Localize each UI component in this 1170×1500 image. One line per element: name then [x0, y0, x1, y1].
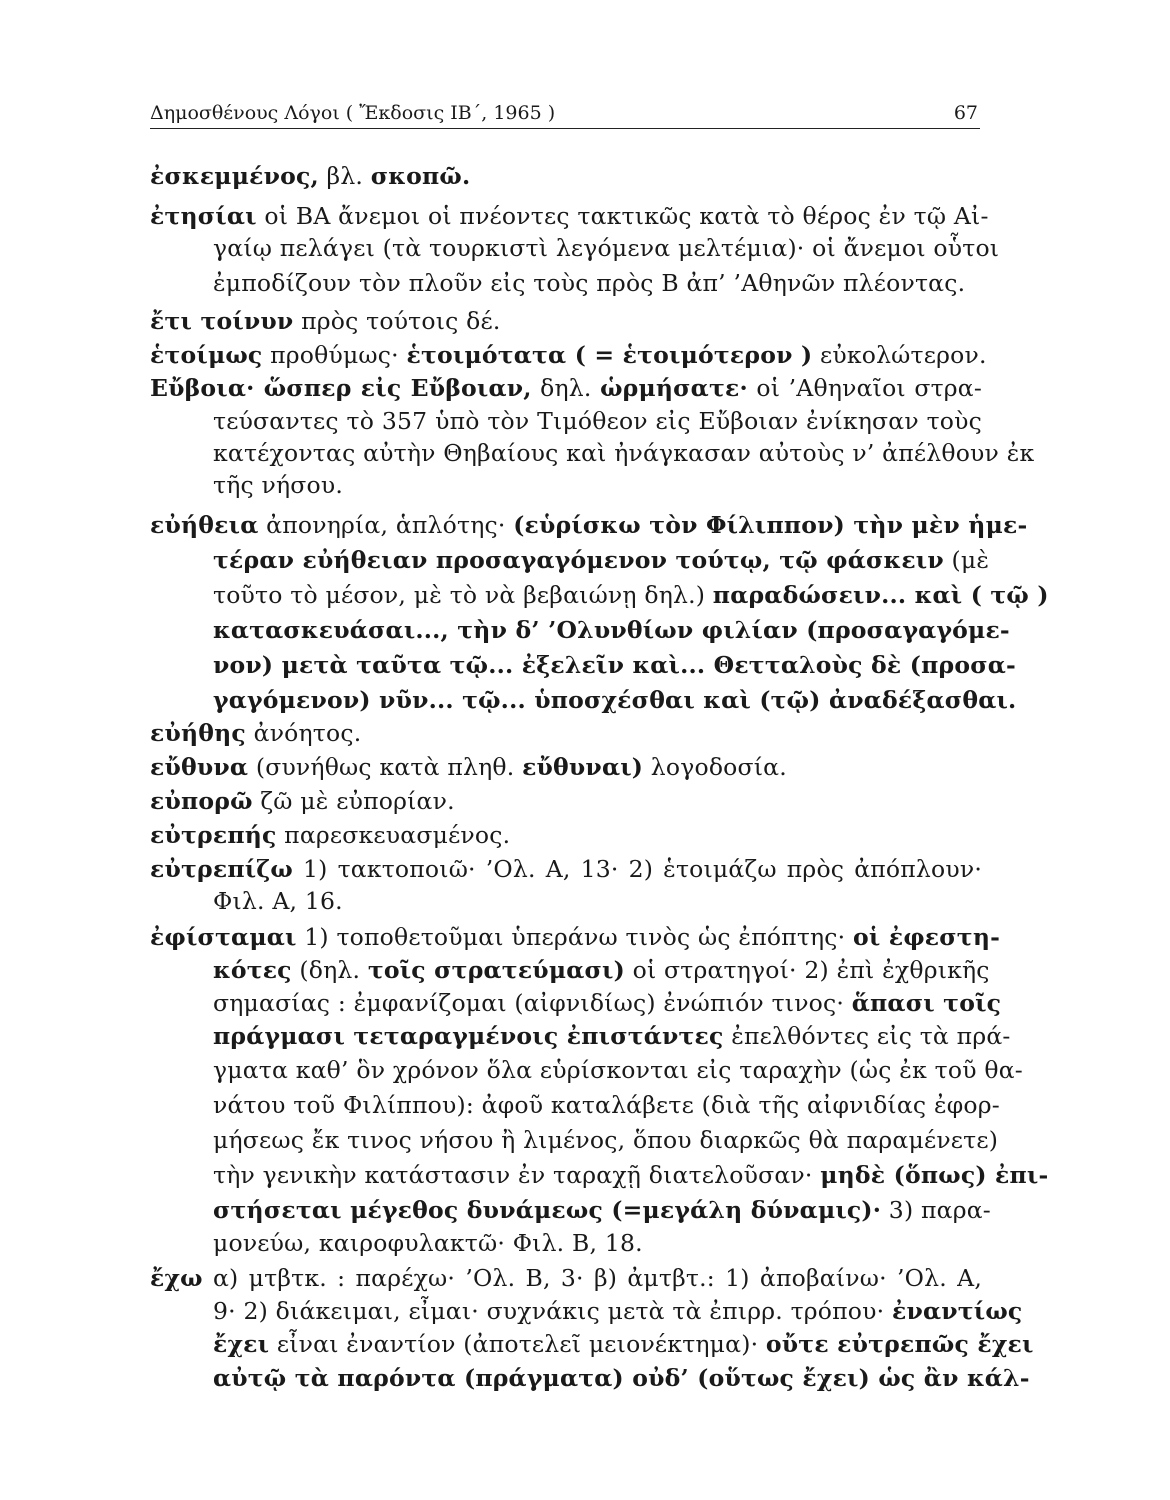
- entry-line: κατέχοντας αὐτὴν Θηβαίους καὶ ἠνάγκασαν αὐτοὺς ν’ ἀπέλθουν ἐκ: [213, 439, 1035, 467]
- entry-line: πράγμασι τεταραγμένοις ἐπιστάντες ἐπελθόντες εἰς τὰ πρά-: [213, 1022, 1011, 1050]
- entry-line: εὐπορῶ ζῶ μὲ εὐπορίαν.: [150, 787, 455, 815]
- entry-line: εὐήθεια ἀπονηρία, ἁπλότης· (εὑρίσκω τὸν Φίλιππον) τὴν μὲν ἡμε-: [150, 511, 1028, 539]
- entry-line: ἐτησίαι οἱ ΒΑ ἄνεμοι οἱ πνέοντες τακτικῶς κατὰ τὸ θέρος ἐν τῷ Αἰ-: [150, 202, 989, 230]
- entry-line: κατασκευάσαι..., τὴν δ’ ’Ολυνθίων φιλίαν (προσαγαγόμε-: [213, 616, 1010, 644]
- entry-line: μονεύω, καιροφυλακτῶ· Φιλ. Β, 18.: [213, 1229, 643, 1257]
- entry-line: εὐτρεπής παρεσκευασμένος.: [150, 821, 511, 849]
- entry-line: τῆς νήσου.: [213, 471, 344, 499]
- entry-line: νον) μετὰ ταῦτα τῷ... ἐξελεῖν καὶ... Θετταλοὺς δὲ (προσα-: [213, 651, 1016, 679]
- entry-line: εὐήθης ἀνόητος.: [150, 719, 362, 747]
- entry-line: εὐτρεπίζω 1) τακτοποιῶ· ’Ολ. Α, 13· 2) ἑτοιμάζω πρὸς ἀπόπλουν·: [150, 855, 982, 883]
- entry-line: ἐσκεμμένος, βλ. σκοπῶ.: [150, 162, 471, 190]
- entry-line: τὴν γενικὴν κατάστασιν ἐν ταραχῇ διατελοῦσαν· μηδὲ (ὅπως) ἐπι-: [213, 1161, 1049, 1189]
- entry-line: γαίῳ πελάγει (τὰ τουρκιστὶ λεγόμενα μελτέμια)· οἱ ἄνεμοι οὗτοι: [213, 234, 1000, 262]
- entry-line: αὐτῷ τὰ παρόντα (πράγματα) οὐδ’ (οὕτως ἔχει) ὡς ἂν κάλ-: [213, 1364, 1030, 1392]
- entry-line: τέραν εὐήθειαν προσαγαγόμενον τούτῳ, τῷ φάσκειν (μὲ: [213, 546, 990, 574]
- entry-line: μήσεως ἔκ τινος νήσου ἢ λιμένος, ὅπου διαρκῶς θὰ παραμένετε): [213, 1126, 999, 1154]
- entry-line: ἔτι τοίνυν πρὸς τούτοις δέ.: [150, 307, 501, 335]
- entry-line: ἔχω α) μτβτκ. : παρέχω· ’Ολ. Β, 3· β) ἀμτβτ.: 1) ἀποβαίνω· ’Ολ. Α,: [150, 1264, 982, 1292]
- entry-line: ἐφίσταμαι 1) τοποθετοῦμαι ὑπεράνω τινὸς ὡς ἐπόπτης· οἱ ἐφεστη-: [150, 923, 1001, 951]
- entry-line: γαγόμενον) νῦν... τῷ... ὑποσχέσθαι καὶ (τῷ) ἀναδέξασθαι.: [213, 686, 1017, 714]
- entry-line: 9· 2) διάκειμαι, εἶμαι· συχνάκις μετὰ τὰ ἐπιρρ. τρόπου· ἐναντίως: [213, 1297, 1023, 1325]
- entry-line: νάτου τοῦ Φιλίππου): ἀφοῦ καταλάβετε (διὰ τῆς αἰφνιδίας ἐφορ-: [213, 1091, 1000, 1119]
- header-title: Δημοσθένους Λόγοι ( Ἔκδοσις ΙΒ΄, 1965 ): [150, 102, 556, 124]
- entry-line: ἐμποδίζουν τὸν πλοῦν εἰς τοὺς πρὸς Β ἀπ’ ’Αθηνῶν πλέοντας.: [213, 269, 966, 297]
- entry-line: τεύσαντες τὸ 357 ὑπὸ τὸν Τιμόθεον εἰς Εὔβοιαν ἐνίκησαν τοὺς: [213, 407, 982, 435]
- entry-line: τοῦτο τὸ μέσον, μὲ τὸ νὰ βεβαιώνῃ δηλ.) παραδώσειν... καὶ ( τῷ ): [213, 581, 1049, 609]
- entry-line: γματα καθ’ ὃν χρόνον ὅλα εὑρίσκονται εἰς ταραχὴν (ὡς ἐκ τοῦ θα-: [213, 1056, 1023, 1084]
- page-number: 67: [953, 102, 978, 124]
- entry-line: Φιλ. Α, 16.: [213, 887, 343, 915]
- entry-line: σημασίας : ἐμφανίζομαι (αἰφνιδίως) ἐνώπιόν τινος· ἅπασι τοῖς: [213, 989, 1002, 1017]
- entry-line: κότες (δηλ. τοῖς στρατεύμασι) οἱ στρατηγοί· 2) ἐπὶ ἐχθρικῆς: [213, 956, 990, 984]
- entry-line: ἔχει εἶναι ἐναντίον (ἀποτελεῖ μειονέκτημα)· οὔτε εὐτρεπῶς ἔχει: [213, 1330, 1034, 1358]
- entry-line: Εὔβοια· ὥσπερ εἰς Εὔβοιαν, δηλ. ὡρμήσατε· οἱ ’Αθηναῖοι στρα-: [150, 374, 983, 402]
- entry-line: εὔθυνα (συνήθως κατὰ πληθ. εὔθυναι) λογοδοσία.: [150, 753, 787, 781]
- entry-line: ἑτοίμως προθύμως· ἑτοιμότατα ( = ἑτοιμότερον ) εὐκολώτερον.: [150, 341, 987, 369]
- entry-line: στήσεται μέγεθος δυνάμεως (=μεγάλη δύναμις)· 3) παρα-: [213, 1196, 991, 1224]
